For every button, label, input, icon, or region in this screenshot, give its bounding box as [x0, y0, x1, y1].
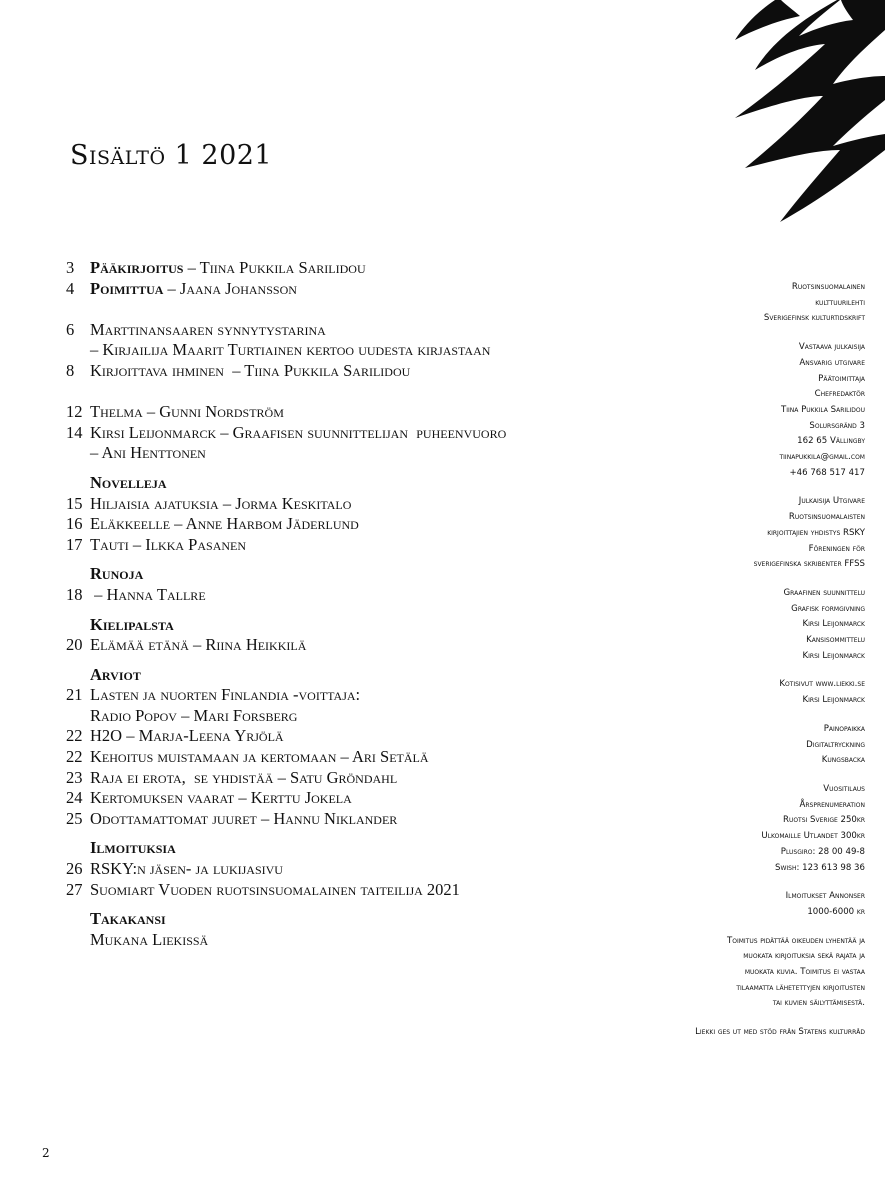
- toc-entry-title: [90, 726, 284, 747]
- masthead-line: Kansisommittelu: [806, 635, 865, 646]
- toc-entry-author: Kehoitus muistamaan ja kertomaan – Ari Setälä: [90, 747, 429, 767]
- masthead-line: Ansvarig utgivare: [799, 357, 865, 368]
- masthead-line: tilaamatta lähetettyjen kirjoitusten: [736, 982, 865, 993]
- toc-entry-author: – Hanna Tallre: [90, 584, 206, 604]
- toc-page-number: 8: [66, 360, 75, 380]
- masthead-line: Kirsi Leijonmarck: [802, 619, 865, 630]
- masthead-line: 162 65 Vällingby: [797, 436, 865, 447]
- toc-entry: [66, 585, 606, 606]
- toc-entry-author: Tauti – Ilkka Pasanen: [90, 534, 247, 554]
- toc-entry: [66, 809, 606, 830]
- toc-page-number: 20: [66, 635, 83, 655]
- toc-entry-title: [90, 514, 359, 535]
- toc-page-number: 16: [66, 514, 83, 534]
- toc-section-heading: Arviot: [90, 664, 141, 684]
- toc-entry-author: H2O – Marja-Leena Yrjölä: [90, 726, 284, 746]
- toc-spacer: [66, 382, 606, 403]
- toc-entry: [66, 423, 606, 444]
- toc-page-number: 3: [66, 258, 75, 277]
- toc-entry-title: [90, 423, 506, 444]
- toc-entry-author: Kirjoittava ihminen – Tiina Pukkila Sarilidou: [90, 360, 411, 380]
- toc-entry-author: Lasten ja nuorten Finlandia -voittaja:: [90, 685, 361, 705]
- toc-entry-author: Raja ei erota, se yhdistää – Satu Gröndahl: [90, 767, 398, 787]
- toc-entry-title: [90, 685, 360, 706]
- toc-entry-continuation: – Ani Henttonen: [90, 443, 206, 463]
- masthead-block: [565, 677, 865, 708]
- toc-entry-author: RSKY:n jäsen- ja lukijasivu: [90, 859, 283, 879]
- masthead-line: Grafisk formgivning: [791, 603, 865, 614]
- masthead-block: [565, 586, 865, 665]
- masthead-line: kulttuurilehti: [815, 297, 865, 308]
- table-of-contents: [66, 258, 606, 950]
- toc-entry-author: Thelma – Gunni Nordström: [90, 402, 284, 422]
- toc-page-number: 6: [66, 319, 75, 339]
- masthead-info: [565, 280, 865, 1054]
- toc-entry: [66, 279, 606, 300]
- toc-entry-title: [90, 788, 352, 809]
- masthead-line: Päätoimittaja: [818, 373, 865, 384]
- masthead-line: +46 768 517 417: [789, 467, 865, 478]
- masthead-line: Kirsi Leijonmarck: [802, 650, 865, 661]
- masthead-line: Ruotsinsuomalainen: [791, 282, 865, 292]
- toc-page-number: 25: [66, 808, 83, 828]
- toc-section-heading: Ilmoituksia: [90, 838, 176, 858]
- toc-entry-continuation: Radio Popov – Mari Forsberg: [90, 705, 298, 725]
- toc-entry: [66, 685, 606, 706]
- masthead-line: sverigefinska skribenter FFSS: [753, 559, 865, 570]
- masthead-line: Painopaikka: [823, 723, 865, 734]
- toc-entry-author: Odottamattomat juuret – Hannu Niklander: [90, 808, 398, 828]
- toc-page-number: 24: [66, 788, 83, 808]
- masthead-line: Ruotsinsuomalaisten: [788, 512, 865, 523]
- masthead-line: Chefredaktör: [814, 389, 865, 400]
- masthead-line: Toimitus pidättää oikeuden lyhentää ja: [726, 935, 865, 946]
- masthead-line: Vastaava julkaisija: [798, 342, 865, 353]
- toc-entry: [66, 514, 606, 535]
- toc-spacer: [66, 299, 606, 320]
- page-title: Sisältö 1 2021: [70, 140, 273, 171]
- toc-entry-author: – Jaana Johansson: [163, 278, 297, 298]
- toc-entry-title: [90, 880, 460, 901]
- toc-entry-title: [90, 279, 297, 300]
- masthead-block: [565, 889, 865, 920]
- toc-entry-title: [90, 585, 206, 606]
- masthead-block: [565, 280, 865, 327]
- toc-entry-author: Marttinansaaren synnytystarina: [90, 319, 326, 339]
- toc-entry-title: [90, 747, 429, 768]
- toc-entry: [66, 788, 606, 809]
- masthead-line: muokata kuvia. Toimitus ei vastaa: [744, 967, 865, 978]
- toc-entry-title: [90, 809, 397, 830]
- flame-logo-graphic: [585, 0, 885, 230]
- masthead-line: Kirsi Leijonmarck: [802, 695, 865, 706]
- toc-page-number: 15: [66, 493, 83, 513]
- masthead-block: [565, 494, 865, 573]
- toc-entry-bold-title: Poimittua: [90, 278, 164, 298]
- toc-section-heading: Takakansi: [90, 909, 166, 929]
- toc-entry-title: [90, 258, 366, 279]
- masthead-block: [565, 722, 865, 769]
- toc-entry: [66, 859, 606, 880]
- toc-entry-title: [90, 361, 410, 382]
- toc-entry-title: [90, 494, 351, 515]
- toc-entry-continuation: Mukana Liekissä: [90, 929, 209, 949]
- toc-page-number: 22: [66, 747, 83, 767]
- toc-entry: [66, 494, 606, 515]
- masthead-line: Ilmoitukset Annonser: [785, 891, 865, 902]
- masthead-line: tai kuvien säilyttämisestä.: [772, 998, 865, 1009]
- toc-entry-title: [90, 768, 397, 789]
- toc-entry: [66, 535, 606, 556]
- toc-entry: [66, 768, 606, 789]
- toc-entry: [66, 747, 606, 768]
- masthead-line: muokata kirjoituksia sekä rajata ja: [743, 951, 865, 962]
- masthead-line: kirjoittajien yhdistys RSKY: [767, 527, 865, 538]
- masthead-line: Ulkomaille Utlandet 300kr: [761, 831, 865, 842]
- toc-entry-author: Suomiart Vuoden ruotsinsuomalainen taiteilija 2021: [90, 879, 460, 899]
- masthead-line: Vuositilaus: [823, 783, 865, 794]
- toc-entry-author: Hiljaisia ajatuksia – Jorma Keskitalo: [90, 493, 352, 513]
- toc-entry: [66, 635, 606, 656]
- masthead-block: [565, 934, 865, 1013]
- toc-entry: [66, 880, 606, 901]
- masthead-block: [565, 1025, 865, 1041]
- masthead-line: Sverigefinsk kulturtidskrift: [763, 313, 865, 324]
- masthead-line: 1000-6000 kr: [807, 906, 865, 917]
- toc-section-heading: Kielipalsta: [90, 614, 174, 634]
- toc-entry: [66, 361, 606, 382]
- masthead-line: Graafinen suunnittelu: [783, 587, 865, 598]
- masthead-line: Solursgränd 3: [809, 420, 865, 431]
- toc-page-number: 21: [66, 685, 83, 705]
- toc-page-number: 22: [66, 726, 83, 746]
- toc-entry-author: Eläkkeelle – Anne Harbom Jäderlund: [90, 514, 359, 534]
- toc-entry: [66, 258, 606, 279]
- masthead-block: [565, 340, 865, 481]
- toc-entry: [66, 402, 606, 423]
- masthead-line: Julkaisija Utgivare: [798, 496, 865, 507]
- masthead-line: Swish: 123 613 98 36: [775, 862, 865, 873]
- toc-entry-title: [90, 635, 306, 656]
- masthead-line: Kotisivut www.liekki.se: [779, 679, 865, 690]
- masthead-line: Digitaltryckning: [806, 739, 865, 750]
- masthead-block: [565, 782, 865, 876]
- toc-section-heading: Novelleja: [90, 472, 167, 492]
- masthead-line: Liekki ges ut med stöd från Statens kulturråd: [695, 1027, 865, 1038]
- toc-entry-title: [90, 859, 283, 880]
- toc-entry: [66, 726, 606, 747]
- masthead-line: Kungsbacka: [821, 755, 865, 766]
- toc-page-number: 26: [66, 859, 83, 879]
- toc-page-number: 18: [66, 584, 83, 604]
- masthead-line: Plusgiro: 28 00 49-8: [780, 846, 865, 857]
- masthead-line: Ruotsi Sverige 250kr: [782, 815, 865, 826]
- toc-entry-bold-title: Pääkirjoitus: [90, 258, 184, 277]
- toc-entry: [66, 320, 606, 341]
- toc-page-number: 17: [66, 534, 83, 554]
- toc-page-number: 14: [66, 422, 83, 442]
- toc-page-number: 27: [66, 879, 83, 899]
- toc-page-number: 23: [66, 767, 83, 787]
- masthead-line: Föreningen för: [808, 543, 865, 554]
- toc-entry-author: – Tiina Pukkila Sarilidou: [183, 258, 366, 277]
- masthead-line: Tiina Pukkila Sarilidou: [781, 404, 865, 415]
- masthead-line: Årsprenumeration: [799, 799, 865, 810]
- toc-entry-author: Elämää etänä – Riina Heikkilä: [90, 635, 307, 655]
- page-number: 2: [42, 1146, 50, 1160]
- toc-section-heading: Runoja: [90, 564, 144, 584]
- toc-page-number: 4: [66, 278, 75, 298]
- toc-entry-title: [90, 535, 246, 556]
- toc-entry-author: Kirsi Leijonmarck – Graafisen suunnittelijan puheenvuoro: [90, 422, 507, 442]
- toc-entry-continuation: – Kirjailija Maarit Turtiainen kertoo uudesta kirjastaan: [90, 340, 491, 360]
- masthead-line: tiinapukkila@gmail.com: [779, 452, 865, 463]
- toc-entry-title: [90, 402, 284, 423]
- toc-entry-title: [90, 320, 326, 341]
- toc-page-number: 12: [66, 402, 83, 422]
- toc-entry-author: Kertomuksen vaarat – Kerttu Jokela: [90, 788, 352, 808]
